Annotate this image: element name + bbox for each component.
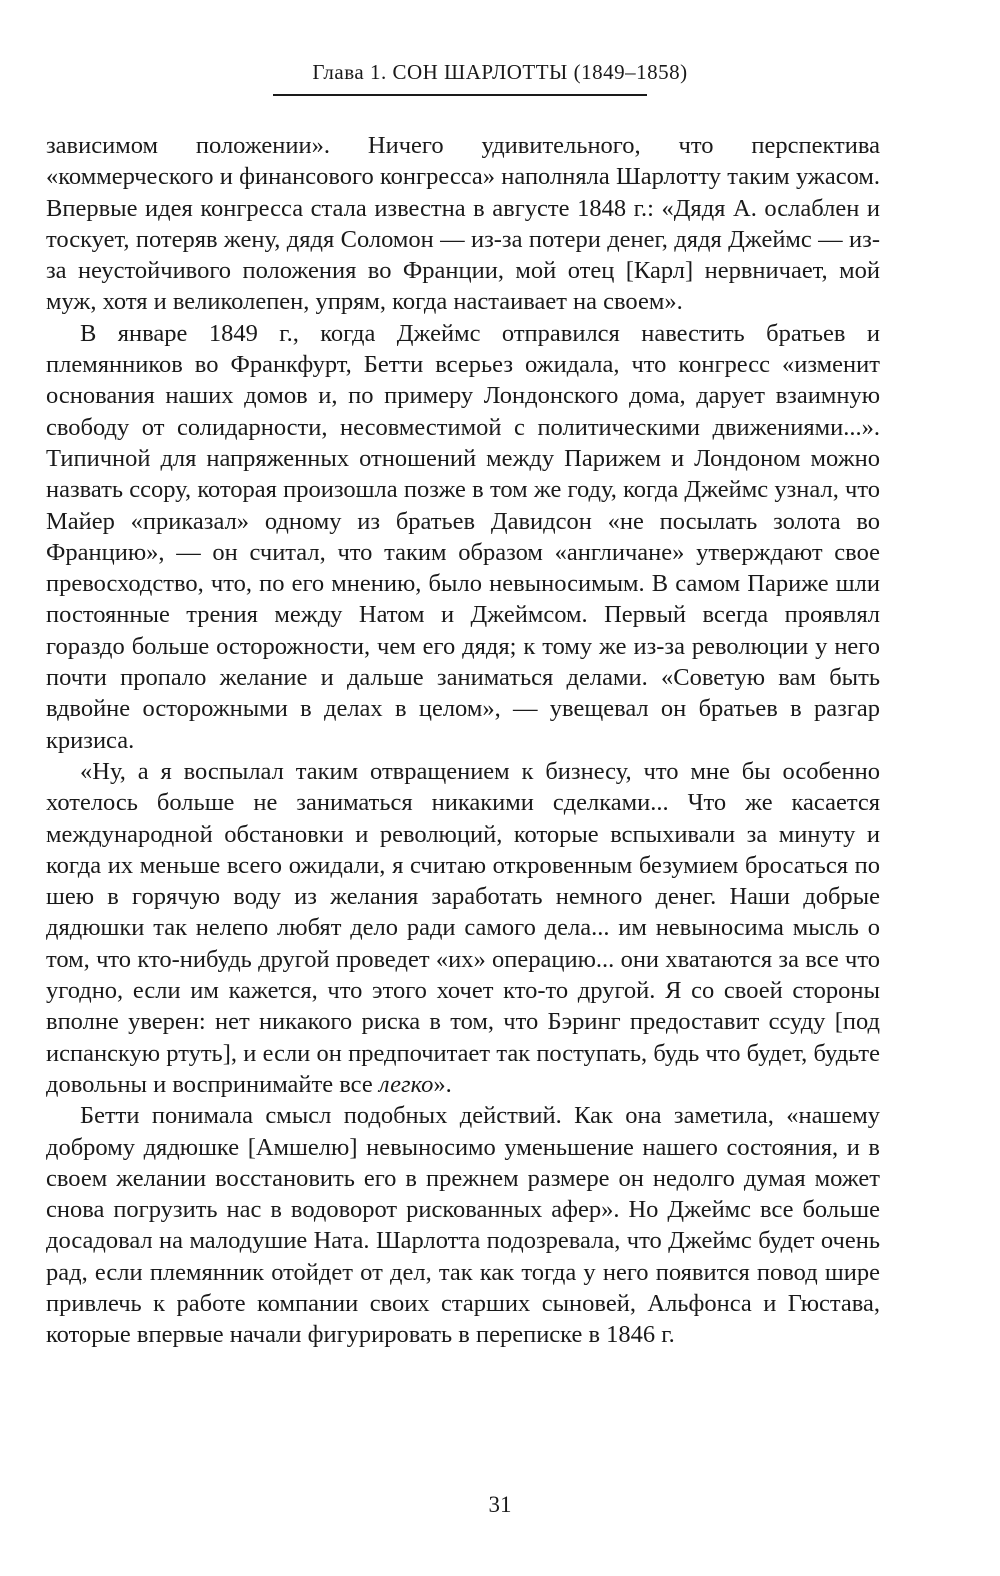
paragraph-4-text: Бетти понимала смысл подобных действий. Как она заметила, «нашему доброму дядюшке [Амшелю] невыносимо уменьшение нашего состояния, и в своем желании восстановить его в прежнем размере он недолго думая может снова погрузить нас в водоворот рискованных афер». Но Джеймс все больше досадовал на малодушие Ната. Шарлотта подозревала, что Джеймс будет очень рад, если племянник отойдет от дел, так как тогда у него появится повод шире привлечь к работе компании своих старших сыновей, Альфонса и Гюстава, которые впервые начали фигурировать в переписке в 1846 г. [46,1102,880,1349]
paragraph-3-tail: ». [433,1070,452,1098]
paragraph-4 [46,1100,880,1350]
header-rule [273,94,647,96]
running-head: Глава 1. СОН ШАРЛОТТЫ (1849–1858) [312,60,688,84]
body-text [46,130,880,1351]
paragraph-3 [46,756,880,1100]
paragraph-2 [46,318,880,756]
paragraph-3-text: «Ну, а я воспылал таким отвращением к бизнесу, что мне бы особенно хотелось больше не заниматься никакими сделками... Что же касается международной обстановки и революций, которые вспыхивали за минуту и когда их меньше всего ожидали, я считаю откровенным безумием бросаться по шею в горячую воду из желания заработать немного денег. Наши добрые дядюшки так нелепо любят дело ради самого дела... им невыносима мысль о том, что кто-нибудь другой проведет «их» операцию... они хватаются за все что угодно, если им кажется, что этого хочет кто-то другой. Я со своей стороны вполне уверен: нет никакого риска в том, что Бэринг предоставит ссуду [под испанскую ртуть], и если он предпочитает так поступать, будь что будет, будьте довольны и воспринимайте все [46,757,880,1098]
paragraph-1-text: зависимом положении». Ничего удивительного, что перспектива «коммерческого и финансового конгресса» наполняла Шарлотту таким ужасом. Впервые идея конгресса стала известна в августе 1848 г.: «Дядя А. ослаблен и тоскует, потеряв жену, дядя Соломон — из-за потери денег, дядя Джеймс — из-за неустойчивого положения во Франции, мой отец [Карл] нервничает, мой муж, хотя и великолепен, упрям, когда настаивает на своем». [46,132,880,316]
paragraph-2-text: В январе 1849 г., когда Джеймс отправился навестить братьев и племянников во Франкфурт, Бетти всерьез ожидала, что конгресс «изменит основания наших домов и, по примеру Лондонского дома, дарует взаимную свободу от солидарности, несовместимой с политическими движениями...». Типичной для напряженных отношений между Парижем и Лондоном можно назвать ссору, которая произошла позже в том же году, когда Джеймс узнал, что Майер «приказал» одному из братьев Давидсон «не посылать золота во Францию», — он считал, что таким образом «англичане» утверждают свое превосходство, что, по его мнению, было невыносимым. В самом Париже шли постоянные трения между Натом и Джеймсом. Первый всегда проявлял гораздо больше осторожности, чем его дядя; к тому же из-за революции у него почти пропало желание и дальше заниматься делами. «Советую вам быть вдвойне осторожными в делах в целом», — увещевал он братьев в разгар кризиса. [46,319,880,754]
paragraph-1 [46,130,880,318]
paragraph-3-emphasis: легко [378,1070,434,1098]
page-number: 31 [488,1492,512,1517]
